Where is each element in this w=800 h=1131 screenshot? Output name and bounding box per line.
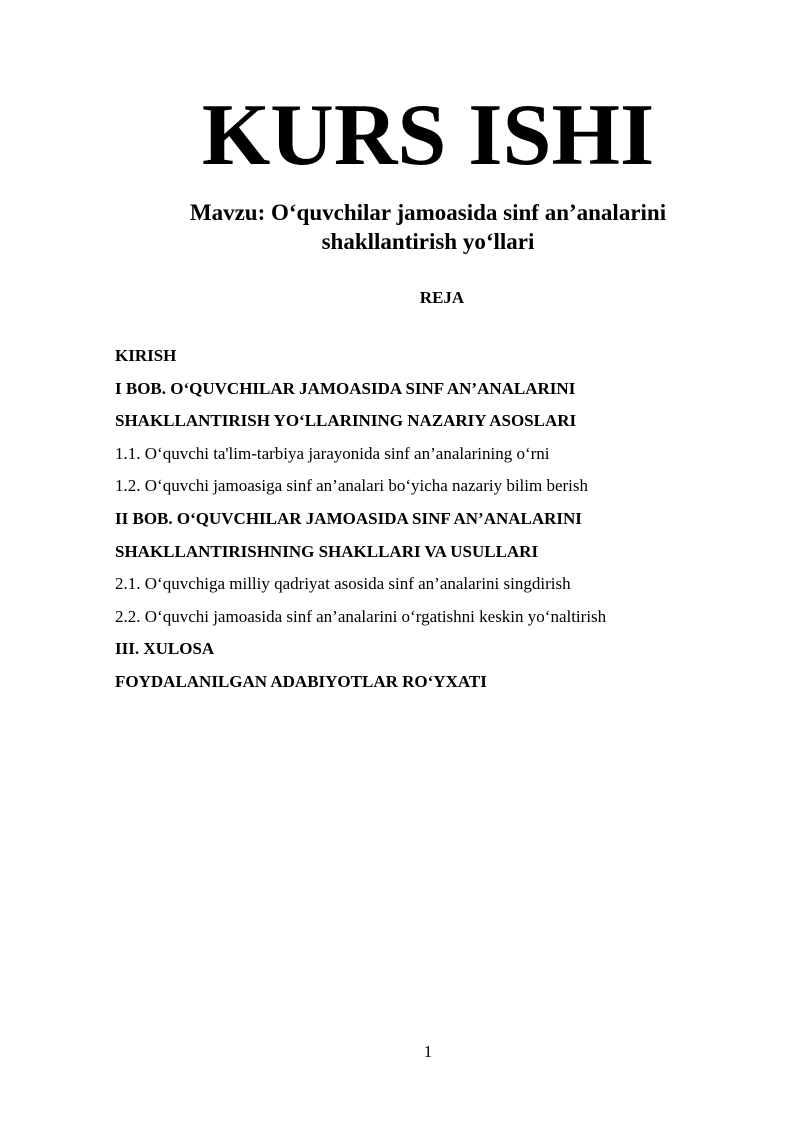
document-title: KURS ISHI <box>201 87 655 184</box>
toc-item: KIRISH <box>115 346 177 365</box>
toc-item: 1.1. O‘quvchi ta'lim-tarbiya jarayonida sinf an’analarining o‘rni <box>115 443 550 463</box>
toc-item: 2.2. O‘quvchi jamoasida sinf an’analarini o‘rgatishni keskin yo‘naltirish <box>115 606 607 626</box>
toc-item: 1.2. O‘quvchi jamoasiga sinf an’analari bo‘yicha nazariy bilim berish <box>115 476 589 496</box>
topic-line: shakllantirish yo‘llari <box>321 229 535 254</box>
plan-heading: REJA <box>419 288 465 307</box>
page-number: 1 <box>423 1042 433 1061</box>
toc-item: SHAKLLANTIRISH YO‘LLARINING NAZARIY ASOSLARI <box>115 411 577 431</box>
toc-item: I BOB. O‘QUVCHILAR JAMOASIDA SINF AN’ANALARINI <box>115 378 576 398</box>
toc-item: SHAKLLANTIRISHNING SHAKLLARI VA USULLARI <box>115 541 539 561</box>
topic-line: Mavzu: O‘quvchilar jamoasida sinf an’analarini <box>189 200 667 225</box>
toc-item: FOYDALANILGAN ADABIYOTLAR RO‘YXATI <box>115 671 487 691</box>
toc-item: III. XULOSA <box>115 639 215 659</box>
document-topic <box>0 198 800 256</box>
table-of-contents <box>115 340 755 699</box>
toc-item: II BOB. O‘QUVCHILAR JAMOASIDA SINF AN’ANALARINI <box>115 508 582 528</box>
toc-item: 2.1. O‘quvchiga milliy qadriyat asosida sinf an’analarini singdirish <box>115 574 571 594</box>
